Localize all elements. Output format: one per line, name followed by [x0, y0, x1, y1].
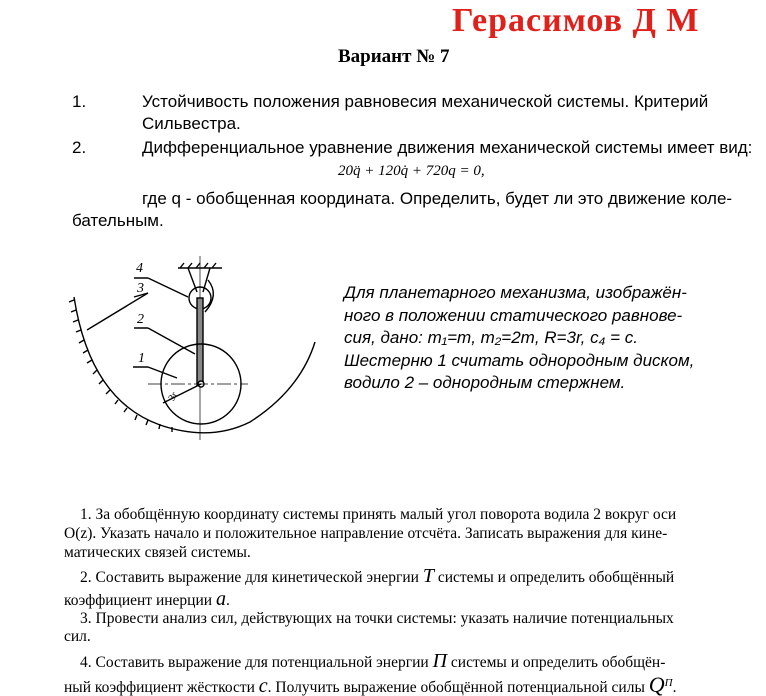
q3-line1: 3. Провести анализ сил, действующих на точки системы: указать наличие потенциальных	[80, 610, 674, 627]
symbol-a: a	[215, 588, 226, 610]
symbol-Q: Q	[648, 672, 665, 696]
label-4: 4	[136, 261, 143, 276]
variant-title: Вариант № 7	[338, 46, 450, 67]
q4-end: .	[672, 679, 677, 696]
task1-line1: Устойчивость положения равновесия механической системы. Критерий	[142, 92, 709, 111]
label-1: 1	[138, 351, 145, 366]
task2-line2: где q - обобщенная координата. Определить, будет ли это движение коле-	[142, 189, 733, 208]
q2-line1	[80, 565, 674, 588]
given-line: ного в положении статического равнове-	[344, 305, 683, 325]
symbol-c: c	[258, 675, 268, 696]
given-line: водило 2 – однородным стержнем.	[344, 373, 626, 392]
q3-line2: сил.	[64, 628, 91, 645]
task1-number: 1.	[72, 92, 87, 111]
given-line: сия, дано: m₁=m, m₂=2m, R=3r, c₄ = c.	[344, 328, 639, 347]
mechanism-figure	[60, 250, 340, 440]
q4-text: . Получить выражение обобщённой потенциальной силы	[267, 679, 649, 696]
q4-line2	[64, 672, 676, 696]
label-3: 3	[137, 281, 144, 296]
q2-text: 2. Составить выражение для кинетической энергии	[80, 569, 423, 586]
q4-text: 4. Составить выражение для потенциальной энергии	[80, 654, 433, 671]
task2-line3: бательным.	[72, 211, 164, 230]
q2-end: .	[225, 592, 230, 609]
q2-line2	[64, 588, 230, 611]
task1-line2: Сильвестра.	[142, 114, 241, 133]
q2-text: коэффициент инерции	[64, 592, 216, 609]
given-data	[344, 282, 694, 395]
given-line: Шестерню 1 считать однородным диском,	[344, 350, 695, 370]
q2-text: системы и определить обобщённый	[433, 569, 675, 586]
task2-line1: Дифференциальное уравнение движения механической системы имеет вид:	[142, 138, 753, 157]
label-radius: 3r	[166, 390, 181, 403]
superscript-P: П	[664, 676, 673, 689]
q1-line1: 1. За обобщённую координату системы принять малый угол поворота водила 2 вокруг оси	[80, 506, 677, 523]
symbol-P: П	[432, 650, 448, 672]
symbol-T: T	[422, 565, 434, 587]
q4-line1	[80, 650, 665, 673]
label-2: 2	[137, 312, 144, 327]
q1-line2: O(z). Указать начало и положительное направление отсчёта. Записать выражения для кине-	[64, 525, 668, 542]
equation: 20q̈ + 120q̇ + 720q = 0,	[338, 163, 485, 179]
task2-number: 2.	[72, 138, 87, 157]
q4-text: системы и определить обобщён-	[447, 654, 666, 671]
q1-line3: матических связей системы.	[64, 544, 251, 561]
q4-text: ный коэффициент жёсткости	[64, 679, 259, 696]
given-line: Для планетарного механизма, изображён-	[344, 283, 687, 302]
author-name: Герасимов Д М	[452, 2, 700, 39]
